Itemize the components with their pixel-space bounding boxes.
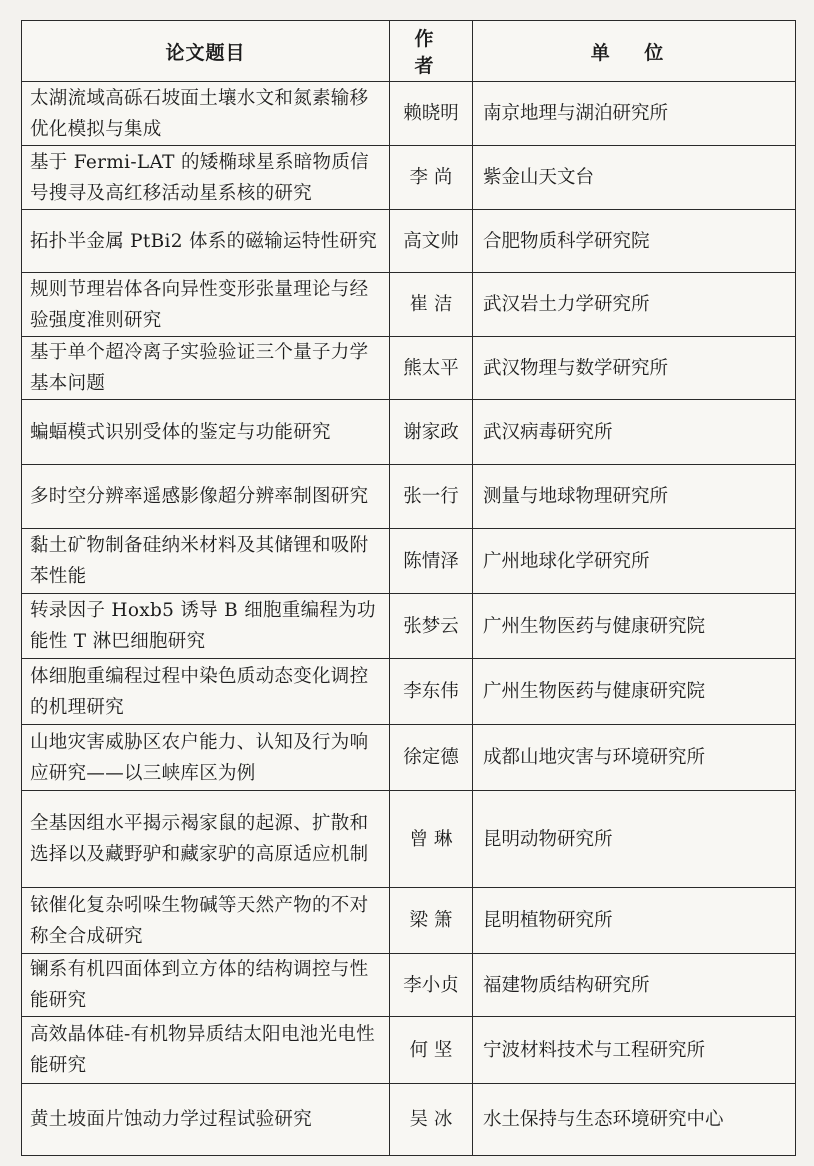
paper-title: 铱催化复杂吲哚生物碱等天然产物的不对称全合成研究 (22, 888, 390, 954)
table-row (22, 594, 796, 659)
author-name: 张一行 (390, 465, 473, 529)
table-row (22, 210, 796, 273)
paper-title: 转录因子 Hoxb5 诱导 B 细胞重编程为功能性 T 淋巴细胞研究 (22, 594, 390, 659)
institute-name: 测量与地球物理研究所 (473, 465, 796, 529)
author-name: 曾 琳 (390, 791, 473, 888)
paper-title: 基于单个超冷离子实验验证三个量子力学基本问题 (22, 337, 390, 400)
table-row (22, 659, 796, 725)
table-row (22, 1017, 796, 1084)
institute-name: 福建物质结构研究所 (473, 954, 796, 1017)
header-author: 作 者 (390, 21, 473, 82)
institute-name: 武汉病毒研究所 (473, 400, 796, 465)
institute-name: 广州生物医药与健康研究院 (473, 659, 796, 725)
table-row (22, 337, 796, 400)
paper-title: 镧系有机四面体到立方体的结构调控与性能研究 (22, 954, 390, 1017)
paper-title: 高效晶体硅-有机物异质结太阳电池光电性能研究 (22, 1017, 390, 1084)
table-row (22, 82, 796, 146)
paper-title: 蝙蝠模式识别受体的鉴定与功能研究 (22, 400, 390, 465)
table-row (22, 725, 796, 791)
author-name: 徐定德 (390, 725, 473, 791)
paper-title: 多时空分辨率遥感影像超分辨率制图研究 (22, 465, 390, 529)
author-name: 张梦云 (390, 594, 473, 659)
table-row (22, 791, 796, 888)
paper-title: 太湖流域高砾石坡面土壤水文和氮素输移优化模拟与集成 (22, 82, 390, 146)
table-row (22, 400, 796, 465)
author-name: 陈情泽 (390, 529, 473, 594)
header-title: 论文题目 (22, 21, 390, 82)
paper-title: 拓扑半金属 PtBi2 体系的磁输运特性研究 (22, 210, 390, 273)
institute-name: 武汉岩土力学研究所 (473, 273, 796, 337)
table-row (22, 1084, 796, 1156)
header-row (22, 21, 796, 82)
paper-list-table (21, 20, 796, 1156)
author-name: 梁 箫 (390, 888, 473, 954)
table-row (22, 888, 796, 954)
institute-name: 昆明动物研究所 (473, 791, 796, 888)
table-row (22, 954, 796, 1017)
institute-name: 南京地理与湖泊研究所 (473, 82, 796, 146)
table-row (22, 465, 796, 529)
author-name: 吴 冰 (390, 1084, 473, 1156)
paper-title: 体细胞重编程过程中染色质动态变化调控的机理研究 (22, 659, 390, 725)
author-name: 谢家政 (390, 400, 473, 465)
institute-name: 紫金山天文台 (473, 146, 796, 210)
author-name: 李小贞 (390, 954, 473, 1017)
institute-name: 合肥物质科学研究院 (473, 210, 796, 273)
institute-name: 广州生物医药与健康研究院 (473, 594, 796, 659)
table-row (22, 273, 796, 337)
table-row (22, 529, 796, 594)
institute-name: 水土保持与生态环境研究中心 (473, 1084, 796, 1156)
paper-title: 黏土矿物制备硅纳米材料及其储锂和吸附苯性能 (22, 529, 390, 594)
header-unit: 单 位 (473, 21, 796, 82)
institute-name: 武汉物理与数学研究所 (473, 337, 796, 400)
institute-name: 成都山地灾害与环境研究所 (473, 725, 796, 791)
author-name: 李 尚 (390, 146, 473, 210)
institute-name: 昆明植物研究所 (473, 888, 796, 954)
paper-title: 规则节理岩体各向异性变形张量理论与经验强度准则研究 (22, 273, 390, 337)
institute-name: 宁波材料技术与工程研究所 (473, 1017, 796, 1084)
author-name: 何 坚 (390, 1017, 473, 1084)
author-name: 熊太平 (390, 337, 473, 400)
author-name: 赖晓明 (390, 82, 473, 146)
table-row (22, 146, 796, 210)
paper-title: 山地灾害威胁区农户能力、认知及行为响应研究——以三峡库区为例 (22, 725, 390, 791)
paper-title: 全基因组水平揭示褐家鼠的起源、扩散和选择以及藏野驴和藏家驴的高原适应机制 (22, 791, 390, 888)
paper-title: 黄土坡面片蚀动力学过程试验研究 (22, 1084, 390, 1156)
institute-name: 广州地球化学研究所 (473, 529, 796, 594)
author-name: 高文帅 (390, 210, 473, 273)
author-name: 李东伟 (390, 659, 473, 725)
author-name: 崔 洁 (390, 273, 473, 337)
paper-title: 基于 Fermi-LAT 的矮椭球星系暗物质信号搜寻及高红移活动星系核的研究 (22, 146, 390, 210)
